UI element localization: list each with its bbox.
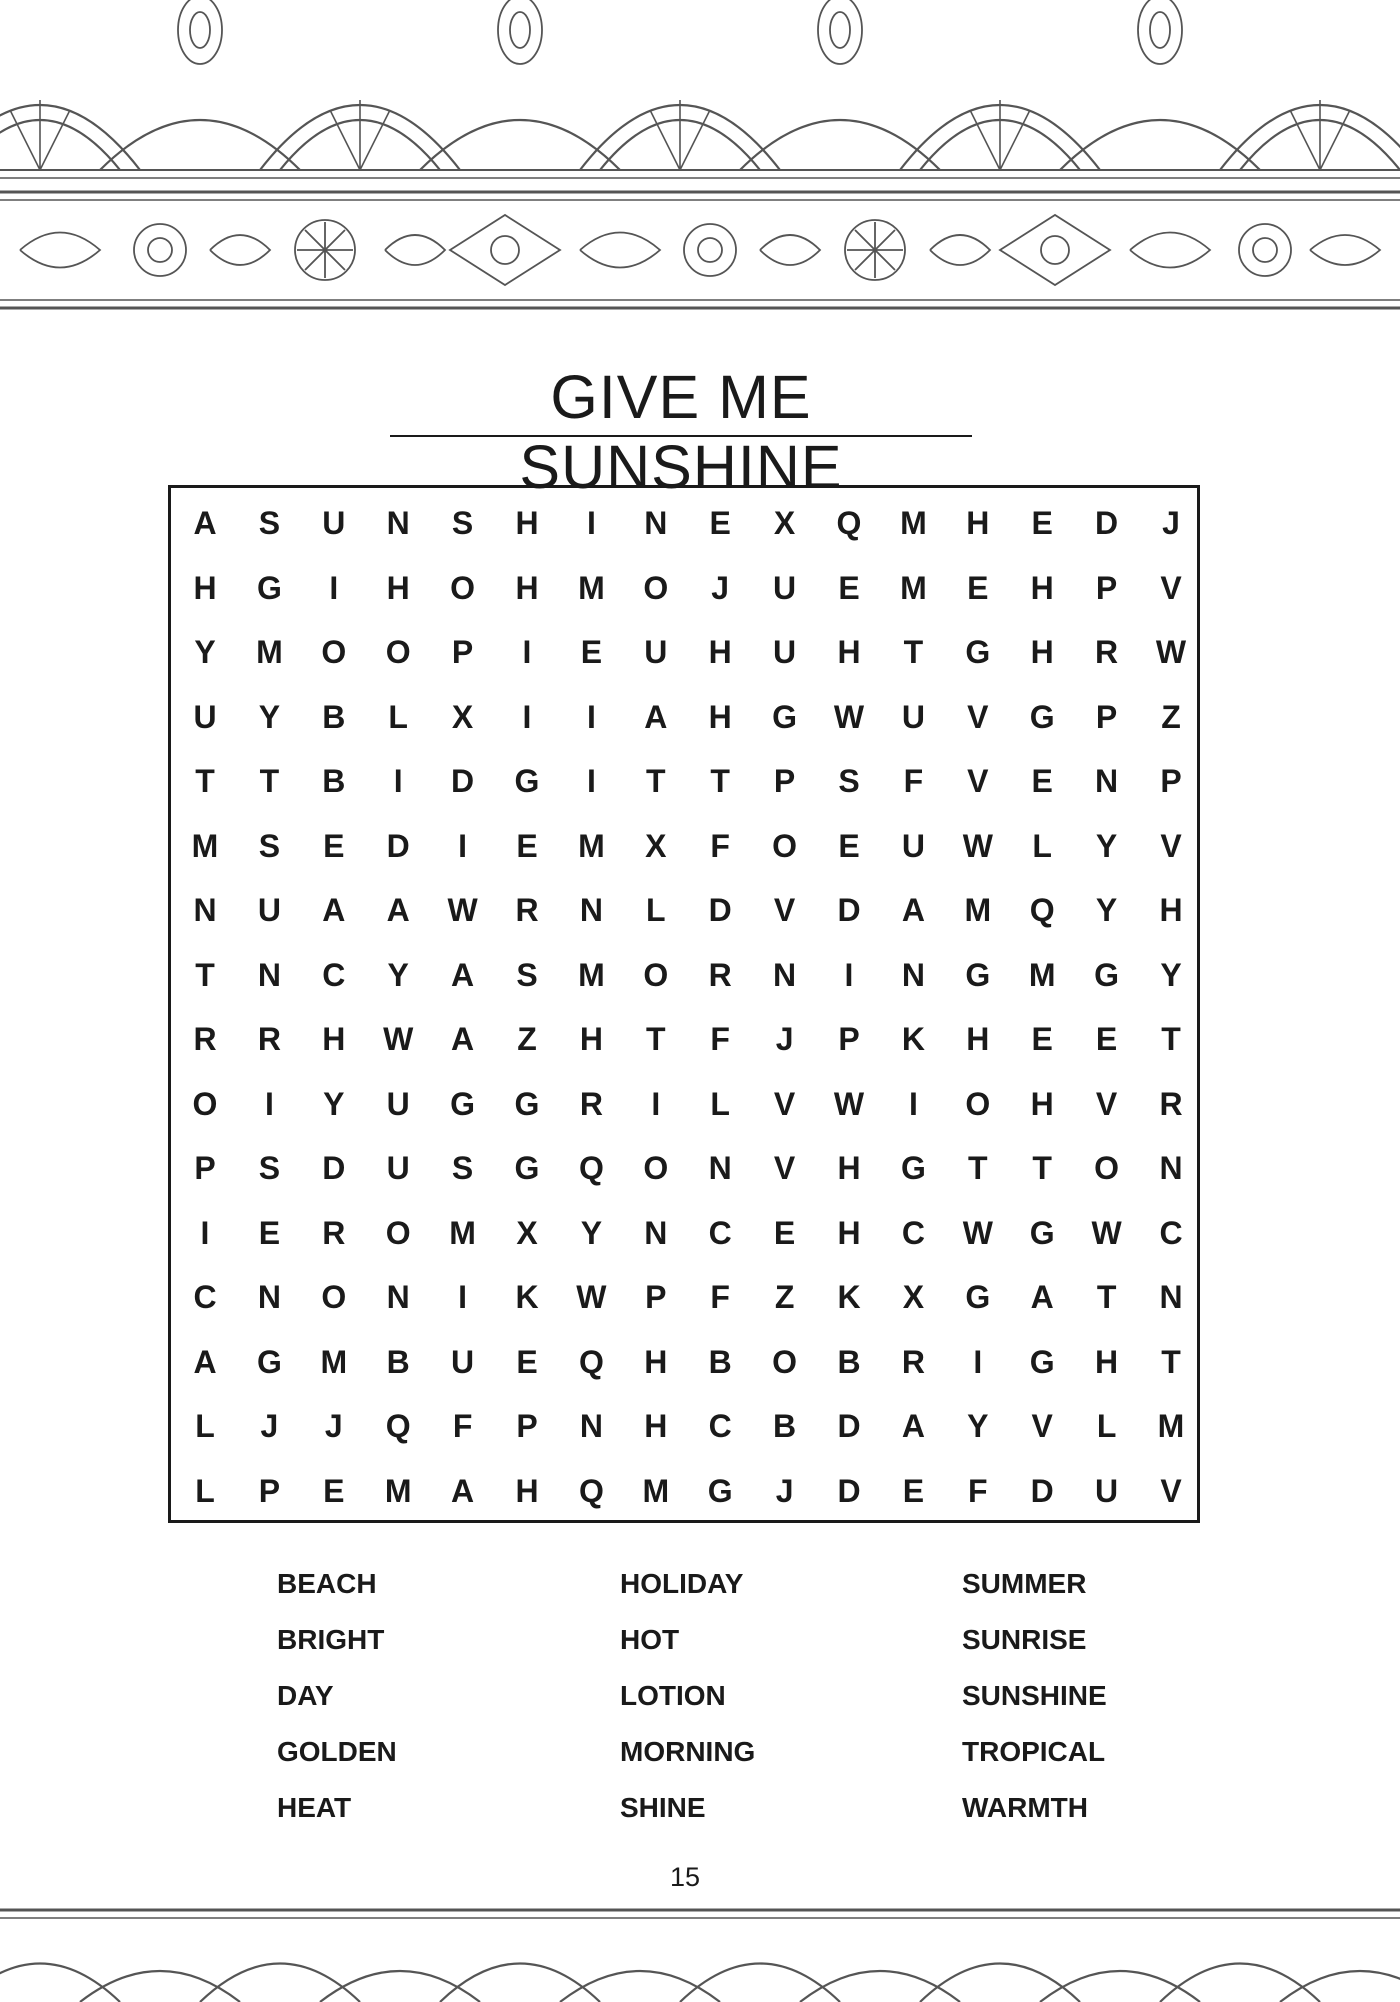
grid-cell[interactable]: H	[515, 505, 539, 541]
word-list-item: GOLDEN	[277, 1736, 397, 1767]
grid-cell[interactable]: H	[708, 698, 732, 735]
grid-cell[interactable]: V	[967, 763, 989, 799]
grid-cell[interactable]: J	[775, 1472, 794, 1509]
grid-cell[interactable]: B	[322, 698, 346, 735]
grid-cell[interactable]: I	[973, 1343, 983, 1380]
grid-cell[interactable]: U	[773, 634, 797, 670]
decorative-bottom-border	[0, 1905, 1400, 2002]
grid-cell[interactable]: A	[1030, 1279, 1054, 1315]
grid-cell[interactable]: E	[773, 1214, 796, 1251]
grid-cell[interactable]: E	[1031, 763, 1053, 799]
word-list-item: SUNSHINE	[962, 1680, 1107, 1711]
grid-cell[interactable]: S	[258, 505, 281, 541]
grid-cell[interactable]: M	[964, 892, 992, 928]
grid-cell[interactable]: U	[386, 1150, 410, 1186]
grid-cell[interactable]: C	[708, 1408, 732, 1444]
grid-cell[interactable]: O	[385, 634, 411, 670]
grid-cell[interactable]: Q	[385, 1408, 411, 1444]
grid-cell[interactable]: I	[586, 763, 596, 799]
grid-cell[interactable]: U	[1095, 1472, 1119, 1509]
word-list-item: DAY	[277, 1680, 334, 1711]
grid-cell[interactable]: H	[322, 1021, 346, 1057]
grid-cell[interactable]: F	[710, 1279, 730, 1315]
grid-cell[interactable]: W	[833, 698, 865, 735]
grid-cell[interactable]: D	[708, 892, 732, 928]
grid-cell[interactable]: Z	[774, 1279, 795, 1315]
grid-cell[interactable]: D	[1030, 1472, 1054, 1509]
grid-cell[interactable]: C	[193, 1279, 217, 1315]
word-list-item: SUMMER	[962, 1568, 1087, 1599]
grid-cell[interactable]: X	[773, 505, 796, 541]
grid-cell[interactable]: Y	[580, 1214, 603, 1251]
grid-cell[interactable]: H	[837, 1214, 861, 1251]
grid-cell[interactable]: T	[195, 763, 215, 799]
grid-cell[interactable]: V	[1160, 827, 1182, 864]
grid-cell[interactable]: V	[773, 1150, 796, 1186]
grid-cell[interactable]: E	[323, 1472, 345, 1509]
grid-cell[interactable]: R	[1095, 634, 1119, 670]
grid-cell[interactable]: G	[707, 1472, 733, 1509]
grid-cell[interactable]: Y	[387, 956, 409, 993]
word-list-item: BEACH	[277, 1568, 377, 1599]
grid-cell[interactable]: Y	[323, 1085, 345, 1122]
grid-cell[interactable]: T	[968, 1150, 988, 1186]
word-list-item: HOLIDAY	[620, 1568, 744, 1599]
grid-cell[interactable]: M	[578, 827, 605, 864]
grid-cell[interactable]: X	[451, 698, 474, 735]
grid-cell[interactable]: H	[1095, 1343, 1119, 1380]
grid-cell[interactable]: Z	[1161, 698, 1181, 735]
grid-cell[interactable]: J	[324, 1408, 343, 1444]
grid-cell[interactable]: G	[256, 569, 282, 606]
grid-cell[interactable]: N	[644, 1214, 668, 1251]
grid-cell[interactable]: M	[191, 827, 219, 864]
grid-cell[interactable]: P	[258, 1472, 281, 1509]
grid-cell[interactable]: K	[837, 1279, 861, 1315]
grid-cell[interactable]: U	[901, 827, 925, 864]
grid-cell[interactable]: I	[393, 763, 403, 799]
decorative-top-border	[0, 0, 1400, 325]
grid-cell[interactable]: W	[383, 1021, 414, 1057]
grid-cell[interactable]: E	[902, 1472, 925, 1509]
grid-cell[interactable]: O	[321, 1279, 347, 1315]
grid-cell[interactable]: W	[576, 1279, 607, 1315]
grid-cell[interactable]: D	[1095, 505, 1119, 541]
grid-cell[interactable]: M	[900, 505, 927, 541]
grid-cell[interactable]: S	[451, 1150, 474, 1186]
word-list-item: SUNRISE	[962, 1624, 1087, 1655]
word-list-item: LOTION	[620, 1680, 726, 1711]
grid-cell[interactable]: E	[258, 1214, 281, 1251]
grid-cell[interactable]: Y	[1160, 956, 1182, 993]
grid-cell[interactable]: C	[322, 956, 346, 993]
grid-cell[interactable]: E	[516, 827, 538, 864]
grid-cell[interactable]: L	[195, 1472, 215, 1509]
grid-cell[interactable]: G	[965, 634, 991, 670]
grid-cell[interactable]: I	[522, 698, 532, 735]
grid-cell[interactable]: N	[579, 892, 603, 928]
grid-cell[interactable]: X	[516, 1214, 538, 1251]
grid-cell[interactable]: S	[838, 763, 860, 799]
grid-cell[interactable]: A	[193, 1343, 217, 1380]
grid-cell[interactable]: H	[966, 505, 990, 541]
grid-cell[interactable]: M	[449, 1214, 476, 1251]
grid-cell[interactable]: H	[193, 569, 217, 606]
page-title: GIVE ME SUNSHINE	[519, 363, 843, 501]
grid-cell[interactable]: O	[321, 634, 347, 670]
grid-cell[interactable]: G	[514, 1150, 540, 1186]
grid-cell[interactable]: J	[775, 1021, 794, 1057]
grid-cell[interactable]: G	[450, 1085, 476, 1122]
grid-cell[interactable]: V	[1031, 1408, 1053, 1444]
grid-cell[interactable]: V	[773, 1085, 796, 1122]
grid-cell[interactable]: Q	[1029, 892, 1055, 928]
grid-cell[interactable]: L	[646, 892, 666, 928]
grid-cell[interactable]: G	[514, 1085, 540, 1122]
grid-cell[interactable]: H	[837, 1150, 861, 1186]
grid-cell[interactable]: R	[322, 1214, 346, 1251]
grid-cell[interactable]: I	[458, 827, 468, 864]
grid-cell[interactable]: I	[329, 569, 339, 606]
grid-cell[interactable]: R	[708, 956, 732, 993]
grid-cell[interactable]: L	[1096, 1408, 1117, 1444]
grid-cell[interactable]: M	[384, 1472, 412, 1509]
grid-cell[interactable]: U	[322, 505, 346, 541]
grid-cell[interactable]: M	[578, 569, 605, 606]
grid-cell[interactable]: I	[264, 1085, 274, 1122]
grid-cell[interactable]: N	[644, 505, 668, 541]
grid-cell[interactable]: O	[643, 956, 669, 993]
grid-cell[interactable]: M	[900, 569, 927, 606]
grid-cell[interactable]: S	[258, 827, 281, 864]
grid-cell[interactable]: X	[902, 1279, 925, 1315]
grid-cell[interactable]: H	[515, 569, 539, 606]
grid-cell[interactable]: N	[193, 892, 217, 928]
grid-cell[interactable]: N	[386, 505, 410, 541]
grid-cell[interactable]: I	[458, 1279, 468, 1315]
grid-cell[interactable]: F	[710, 827, 730, 864]
grid-cell[interactable]: B	[322, 763, 346, 799]
grid-cell[interactable]: O	[772, 827, 798, 864]
word-list-item: WARMTH	[962, 1792, 1088, 1823]
grid-cell[interactable]: S	[451, 505, 474, 541]
grid-cell[interactable]: S	[516, 956, 538, 993]
grid-cell[interactable]: H	[1159, 892, 1183, 928]
grid-cell[interactable]: T	[710, 763, 730, 799]
grid-cell[interactable]: H	[1030, 634, 1054, 670]
grid-cell[interactable]: G	[900, 1150, 926, 1186]
grid-cell[interactable]: H	[1030, 569, 1054, 606]
grid-cell[interactable]: N	[1159, 1150, 1183, 1186]
grid-cell[interactable]: G	[1094, 956, 1120, 993]
grid-cell[interactable]: W	[962, 827, 993, 864]
grid-cell[interactable]: Q	[578, 1150, 604, 1186]
grid-cell[interactable]: I	[200, 1214, 210, 1251]
grid-cell[interactable]: O	[772, 1343, 798, 1380]
grid-cell[interactable]: P	[194, 1150, 216, 1186]
grid-cell[interactable]: O	[450, 569, 476, 606]
grid-cell[interactable]: M	[1028, 956, 1056, 993]
grid-cell[interactable]: R	[579, 1085, 603, 1122]
grid-cell[interactable]: A	[901, 1408, 925, 1444]
grid-cell[interactable]: M	[1157, 1408, 1185, 1444]
grid-cell[interactable]: Y	[1095, 892, 1118, 928]
grid-cell[interactable]: E	[1095, 1021, 1118, 1057]
word-list-item: HEAT	[277, 1792, 352, 1823]
grid-cell[interactable]: G	[1029, 698, 1055, 735]
grid-cell[interactable]: I	[844, 956, 854, 993]
grid-cell[interactable]: V	[1095, 1085, 1118, 1122]
grid-cell[interactable]: G	[514, 763, 540, 799]
grid-cell[interactable]: I	[908, 1085, 918, 1122]
grid-cell[interactable]: N	[773, 956, 797, 993]
grid-cell[interactable]: R	[1159, 1085, 1183, 1122]
grid-cell[interactable]: B	[773, 1408, 797, 1444]
grid-cell[interactable]: G	[965, 1279, 991, 1315]
grid-cell[interactable]: U	[644, 634, 668, 670]
grid-cell[interactable]: E	[580, 634, 603, 670]
grid-cell[interactable]: L	[388, 698, 408, 735]
grid-cell[interactable]: V	[773, 892, 796, 928]
grid-cell[interactable]: L	[710, 1085, 730, 1122]
grid-cell[interactable]: P	[451, 634, 474, 670]
grid-cell[interactable]: S	[258, 1150, 281, 1186]
grid-cell[interactable]: U	[257, 892, 281, 928]
grid-cell[interactable]: H	[579, 1021, 603, 1057]
grid-cell[interactable]: W	[1155, 634, 1187, 670]
grid-cell[interactable]: M	[642, 1472, 670, 1509]
grid-cell[interactable]: H	[386, 569, 410, 606]
grid-cell[interactable]: E	[709, 505, 731, 541]
grid-cell[interactable]: Q	[578, 1343, 604, 1380]
word-list-item: TROPICAL	[962, 1736, 1106, 1767]
grid-cell[interactable]: R	[193, 1021, 217, 1057]
grid-cell[interactable]: L	[195, 1408, 215, 1444]
grid-cell[interactable]: O	[965, 1085, 991, 1122]
word-list-item: BRIGHT	[277, 1624, 385, 1655]
grid-cell[interactable]: A	[451, 956, 475, 993]
word-list-item: MORNING	[620, 1736, 756, 1767]
grid-cell[interactable]: E	[1031, 1021, 1053, 1057]
grid-cell[interactable]: B	[386, 1343, 410, 1380]
grid-cell[interactable]: A	[901, 892, 925, 928]
grid-cell[interactable]: V	[1160, 1472, 1182, 1509]
grid-cell[interactable]: N	[1159, 1279, 1183, 1315]
grid-cell[interactable]: G	[256, 1343, 282, 1380]
grid-cell[interactable]: P	[1160, 763, 1182, 799]
grid-cell[interactable]: F	[903, 763, 924, 799]
grid-cell[interactable]: M	[578, 956, 605, 993]
grid-cell[interactable]: X	[645, 827, 667, 864]
grid-cell[interactable]: W	[1091, 1214, 1122, 1251]
grid-cell[interactable]: F	[452, 1408, 473, 1444]
grid-cell[interactable]: G	[965, 956, 991, 993]
grid-cell[interactable]: R	[901, 1343, 925, 1380]
grid-cell[interactable]: H	[837, 634, 861, 670]
grid-cell[interactable]: N	[579, 1408, 603, 1444]
grid-cell[interactable]: M	[320, 1343, 348, 1380]
grid-cell[interactable]: I	[522, 634, 532, 670]
grid-cell[interactable]: A	[451, 1021, 475, 1057]
grid-cell[interactable]: E	[967, 569, 989, 606]
grid-cell[interactable]: C	[1159, 1214, 1183, 1251]
grid-cell[interactable]: R	[515, 892, 539, 928]
grid-cell[interactable]: H	[966, 1021, 990, 1057]
grid-cell[interactable]: E	[838, 569, 860, 606]
grid-cell[interactable]: P	[773, 763, 796, 799]
grid-cell[interactable]: U	[773, 569, 797, 606]
grid-cell[interactable]: A	[193, 505, 217, 541]
grid-cell[interactable]: H	[644, 1343, 668, 1380]
grid-cell[interactable]: H	[515, 1472, 539, 1509]
grid-cell[interactable]: D	[451, 763, 475, 799]
grid-cell[interactable]: P	[645, 1279, 667, 1315]
word-list-item: HOT	[620, 1624, 680, 1655]
grid-cell[interactable]: L	[1032, 827, 1052, 864]
grid-cell[interactable]: K	[901, 1021, 925, 1057]
grid-cell[interactable]: H	[1030, 1085, 1054, 1122]
grid-cell[interactable]: T	[1032, 1150, 1052, 1186]
grid-cell[interactable]: P	[516, 1408, 538, 1444]
grid-cell[interactable]: F	[710, 1021, 730, 1057]
grid-cell[interactable]: T	[646, 763, 666, 799]
grid-cell[interactable]: T	[195, 956, 215, 993]
grid-cell[interactable]: O	[192, 1085, 218, 1122]
grid-cell[interactable]: I	[586, 698, 596, 735]
grid-cell[interactable]: U	[193, 698, 217, 735]
grid-cell[interactable]: D	[386, 827, 410, 864]
grid-cell[interactable]: O	[643, 569, 669, 606]
grid-cell[interactable]: D	[837, 1408, 861, 1444]
grid-cell[interactable]: J	[260, 1408, 279, 1444]
page-number: 15	[669, 1862, 701, 1892]
grid-cell[interactable]: R	[257, 1021, 281, 1057]
grid-cell[interactable]: P	[1095, 569, 1118, 606]
grid-cell[interactable]: H	[708, 634, 732, 670]
grid-cell[interactable]: A	[386, 892, 410, 928]
grid-cell[interactable]: D	[322, 1150, 346, 1186]
grid-cell[interactable]: E	[323, 827, 345, 864]
grid-cell[interactable]: W	[447, 892, 478, 928]
grid-cell[interactable]: T	[1161, 1343, 1181, 1380]
grid-cell[interactable]: Y	[258, 698, 281, 735]
grid-cell[interactable]: T	[646, 1021, 666, 1057]
grid-cell[interactable]: T	[903, 634, 924, 670]
grid-cell[interactable]: Y	[967, 1408, 989, 1444]
grid-cell[interactable]: D	[837, 892, 861, 928]
grid-cell[interactable]: G	[772, 698, 798, 735]
grid-cell[interactable]: W	[962, 1214, 993, 1251]
grid-cell[interactable]: B	[837, 1343, 861, 1380]
grid-cell[interactable]: U	[386, 1085, 410, 1122]
grid-cell[interactable]: E	[516, 1343, 538, 1380]
grid-cell[interactable]: N	[1095, 763, 1119, 799]
grid-cell[interactable]: P	[838, 1021, 860, 1057]
grid-cell[interactable]: H	[644, 1408, 668, 1444]
grid-cell[interactable]: V	[1160, 569, 1182, 606]
title-underline	[390, 435, 972, 437]
word-list-item: SHINE	[620, 1792, 706, 1823]
grid-cell[interactable]: N	[901, 956, 925, 993]
grid-cell[interactable]: J	[711, 569, 730, 606]
grid-cell[interactable]: A	[451, 1472, 475, 1509]
grid-cell[interactable]: W	[833, 1085, 865, 1122]
grid-cell[interactable]: M	[256, 634, 283, 670]
grid-cell[interactable]: O	[1094, 1150, 1120, 1186]
grid-cell[interactable]: P	[1095, 698, 1118, 735]
grid-cell[interactable]: G	[1029, 1343, 1055, 1380]
grid-cell[interactable]: Y	[1095, 827, 1118, 864]
grid-cell[interactable]: V	[967, 698, 989, 735]
grid-cell[interactable]: B	[708, 1343, 732, 1380]
grid-cell[interactable]: Y	[194, 634, 216, 670]
grid-cell[interactable]: N	[257, 1279, 281, 1315]
grid-cell[interactable]: O	[385, 1214, 411, 1251]
grid-cell[interactable]: I	[651, 1085, 661, 1122]
grid-cell[interactable]: J	[1162, 505, 1180, 541]
grid-cell[interactable]: I	[586, 505, 596, 541]
grid-cell[interactable]: D	[837, 1472, 861, 1509]
grid-cell[interactable]: F	[968, 1472, 988, 1509]
grid-cell[interactable]: E	[838, 827, 860, 864]
word-search-grid	[168, 485, 1200, 1523]
grid-cell[interactable]: U	[451, 1343, 475, 1380]
grid-cell[interactable]: Q	[578, 1472, 604, 1509]
grid-cell[interactable]: K	[515, 1279, 539, 1315]
grid-cell[interactable]: Z	[517, 1021, 537, 1057]
grid-cell[interactable]: T	[1161, 1021, 1181, 1057]
grid-cell[interactable]: N	[257, 956, 281, 993]
grid-cell[interactable]: N	[386, 1279, 410, 1315]
grid-cell[interactable]: G	[1029, 1214, 1055, 1251]
grid-cell[interactable]: O	[643, 1150, 669, 1186]
grid-cell[interactable]: U	[901, 698, 925, 735]
grid-cell[interactable]: C	[901, 1214, 925, 1251]
grid-cell[interactable]: N	[708, 1150, 732, 1186]
grid-cell[interactable]: E	[1031, 505, 1053, 541]
grid-cell[interactable]: T	[1096, 1279, 1117, 1315]
grid-cell[interactable]: A	[644, 698, 668, 735]
grid-cell[interactable]: Q	[836, 505, 862, 541]
grid-cell[interactable]: A	[322, 892, 346, 928]
grid-cell[interactable]: C	[708, 1214, 732, 1251]
grid-cell[interactable]: T	[259, 763, 280, 799]
